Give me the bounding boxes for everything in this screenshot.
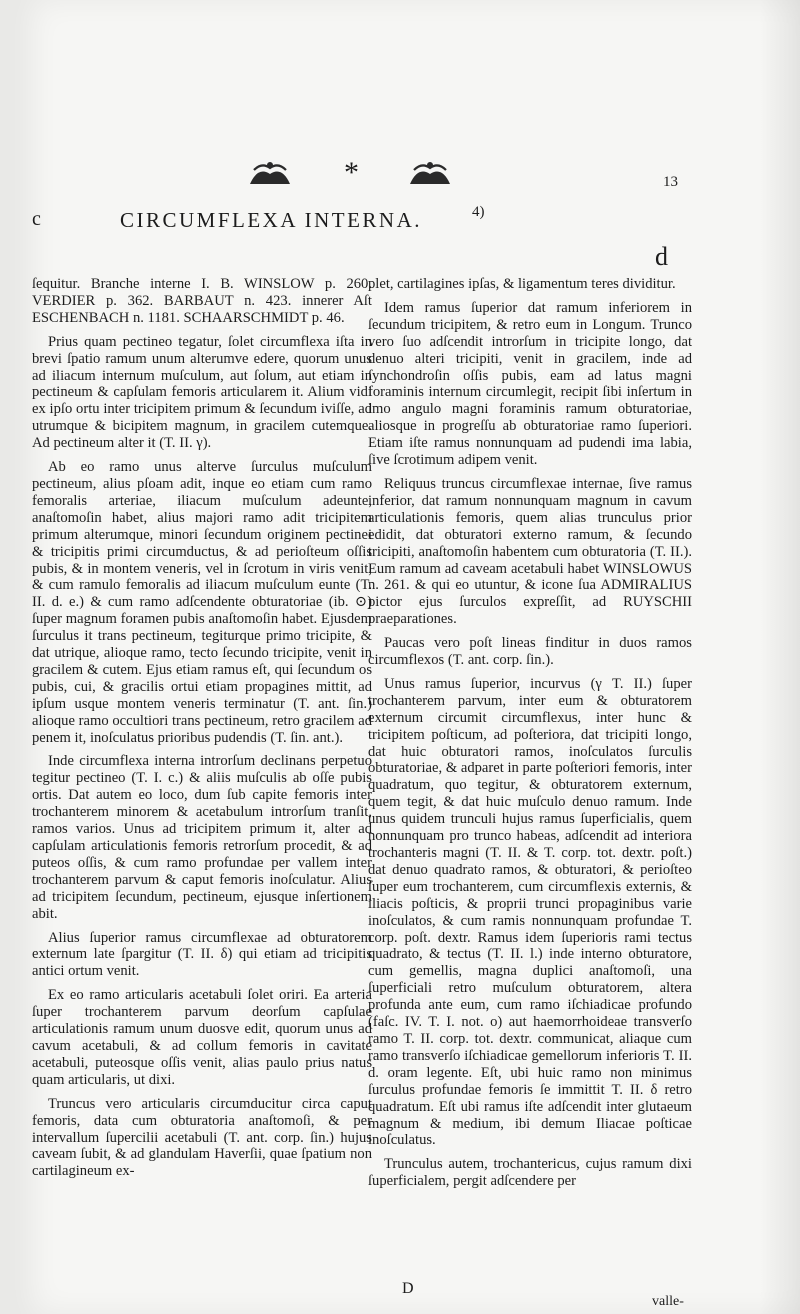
signature-left: c bbox=[32, 208, 41, 230]
footer-signature: D bbox=[402, 1280, 414, 1297]
header-ornaments bbox=[0, 156, 800, 196]
title-note: 4) bbox=[472, 204, 485, 220]
paragraph: Prius quam pectineo tegatur, ſolet circumflexa iſta in brevi ſpatio ramum unum alterumve edere, quorum unus ad iliacum internum muſculum, aut ſolum, aut etiam in pectineum & capſulam femoris articularem it. Alium vidi ex ipſo ortu inter tricipitem primum & ſecundum iviſſe, ad utrumque & bicipitem magnum, in gracilem cutemque. Ad pectineum alter it (T. II. γ). bbox=[32, 333, 372, 452]
paragraph: Reliquus truncus circumflexae internae, ſive ramus inferior, dat ramum nonnunquam magnum in cavum articulationis femoris, quem alias trunculus prior edidit, dat obturatori externo ramum, & ſecundo tricipiti, anaſtomoſin habentem cum obturatoria (T. II.). Eum ramum ad caveam acetabuli habet WINSLOWUS n. 261. & qui eo utuntur, & icone ſua ADMIRALIUS pictor ejus ſurculos expreſſit, ad RUYSCHII praeparationes. bbox=[368, 475, 692, 628]
paragraph: ſequitur. Branche interne I. B. WINSLOW p. 260. VERDIER p. 362. BARBAUT n. 423. innerer Aſt ESCHENBACH n. 1181. SCHAARSCHMIDT p. 46. bbox=[32, 276, 372, 326]
paragraph: Truncus vero articularis circumducitur circa caput femoris, data cum obturatoria anaſtomoſi, & per intervallum ſupercilii acetabuli (T. ant. corp. ſin.) hujus caveam ſubit, & ad glandulam Haverſii, quae ſpatium non cartilagineum ex- bbox=[32, 1095, 372, 1180]
ornament-left-icon bbox=[248, 160, 292, 188]
paragraph: Unus ramus ſuperior, incurvus (γ T. II.) ſuper trochanterem parvum, inter eum & obturatorem externum circumit circumflexus, inter hunc & tricipitem poſticum, ad poſteriora, dat tricipiti longo, dat huic obturatori ramos, inoſculatos ſurculis obturatoriae, & adparet in parte poſteriori femoris, inter quadratum, quo tegitur, & obturatorem externum, quem tegit, & dat huic muſculo denuo ramum. Inde unus quidem trunculi hujus ramus ſuperficialis, quem nonnunquam pro trunco habeas, adſcendit ad interiora trochanteris magni (T. II. & T. corp. tot. dextr. poſt.) dat denuo quadrato ramos, & obturatori, & perioſteo ſuper eum trochanterem, cum circumflexis externis, & iliacis poſticis, & proprii trunci propaginibus varie inoſculatos, & cum ramis nonnunquam profundae T. corp. poſt. dextr. Ramus idem ſuperioris rami tectus quadrato, & tectus (T. II. l.) inde interno obturatore, cum gemellis, magna duplici anaſtomoſi, una ſuperficiali retro muſculum obturatorem, altera profunda ante eum, cum ramo iſchiadicae profundo (faſc. IV. T. I. not. o) aut haemorrhoideae transverſo ramo T. II. corp. tot. dextr. communicat, aliaque cum ramo transverſo iſchiadicae gemellorum inferioris T. II. d. oram legente. Eſt, ubi huic ramo non minimus ſurculus profundae femoris ſe immittit T. II. δ retro quadratum. Eſt ubi ramus iſte adſcendit inter glutaeum magnum & medium, ibi demum Iliacae poſticae inoſculatus. bbox=[368, 675, 692, 1149]
page-title: CIRCUMFLEXA INTERNA. bbox=[120, 208, 423, 232]
paragraph: Idem ramus ſuperior dat ramum inferiorem in ſecundum tricipitem, & retro eum in Longum. Trunco vero ſuo adſcendit introrſum in tricipite longo, dat denuo alteri tricipiti, venit in gracilem, inde ad ſynchondroſin oſſis pubis, eam ad latus magni foraminis internum circumlegit, recipit ſibi inſertum in imo angulo magni foraminis ramum obturatoriae, aliosque in progreſſu ab obturatoriae ramo ſuperiori. Etiam iſte ramus nonnunquam ad pudendi ima labia, ſive ſcrotimum adipem venit. bbox=[368, 299, 692, 469]
paragraph: Trunculus autem, trochantericus, cujus ramum dixi ſuperficialem, pergit adſcendere per bbox=[368, 1156, 692, 1190]
signature-right: d bbox=[655, 242, 668, 271]
paragraph: plet, cartilagines ipſas, & ligamentum teres dividitur. bbox=[368, 276, 676, 292]
ornament-right-icon bbox=[408, 160, 452, 188]
right-column bbox=[368, 276, 692, 1197]
paragraph: Alius ſuperior ramus circumflexae ad obturatorem externum late ſpargitur (T. II. δ) qui etiam ad tricipitis antici ortum venit. bbox=[32, 929, 372, 980]
paragraph: Ab eo ramo unus alterve ſurculus muſculum pectineum, alius pſoam adit, inque eo etiam cum ramo femoralis arteriae, iliacum muſculum adeunte, anaſtomoſin habet, alius majori ramo adit tricipitem primum alterumque, minori ſecundum originem pectinei & tricipitis primi circumductus, & ad perioſteum oſſis pubis, & in montem veneris, vel in ſcrotum in viris venit, & cum ramulo femoralis ad iliacum muſculum eunte (T. II. d. e.) & cum ramo adſcendente obturatoriae (ib. ⊙) ſuper magnum foramen pubis anaſtomoſin habet. Ejusdem ſurculus it trans pectineum, tegiturque primo tricipite, & dat utrique, alioque ramo, tecto ſecundo tricipite, venit in gracilem & cutem. Ejus etiam ramus eſt, qui ſecundum os pubis, cui, & gracilis ortui etiam propagines mittit, ad ipſum usque montem veneris terminatur (T. ant. ſin.) alioque ramo occultiori trans pectineum, retro gracilem ad penem it, inoſculatus prioribus pudendis (T. ſin. ant.). bbox=[32, 459, 372, 746]
paragraph: Ex eo ramo articularis acetabuli ſolet oriri. Ea arteria ſuper trochanterem parvum deorſum capſulae articulationis ramum unum duosve edit, quorum unus ad cavum acetabuli, & ad collum femoris in cavitate acetabuli, puteosque oſſis venit, alias paulo prius natus quam articularis, ut dixi. bbox=[32, 987, 372, 1088]
running-head bbox=[20, 204, 780, 271]
paragraph: Inde circumflexa interna introrſum declinans perpetuo tegitur pectineo (T. I. c.) & aliis muſculis ab oſſe pubis ortis. Dat autem eo loco, dum ſub capite femoris inter trochanterem minorem & acetabulum introrſum tranſit, ramos varios. Unus ad tricipitem primum it, alter ad capſulam articulationis femoris retrorſum procedit, & ad puteos oſſis, & cum ramo profundae per vallem inter trochanterem parvum & caput femoris inoſculatur. Alius ad tricipitem ſecundum, pectineum, ejusque inſertionem abit. bbox=[32, 753, 372, 922]
catchword: valle- bbox=[652, 1294, 684, 1309]
left-column bbox=[32, 276, 372, 1187]
page-number: 13 bbox=[663, 174, 678, 190]
page-edge-shadow bbox=[760, 0, 800, 1314]
paragraph: Paucas vero poſt lineas finditur in duos ramos circumflexos (T. ant. corp. ſin.). bbox=[368, 635, 692, 669]
ornament-star: * bbox=[344, 156, 359, 189]
